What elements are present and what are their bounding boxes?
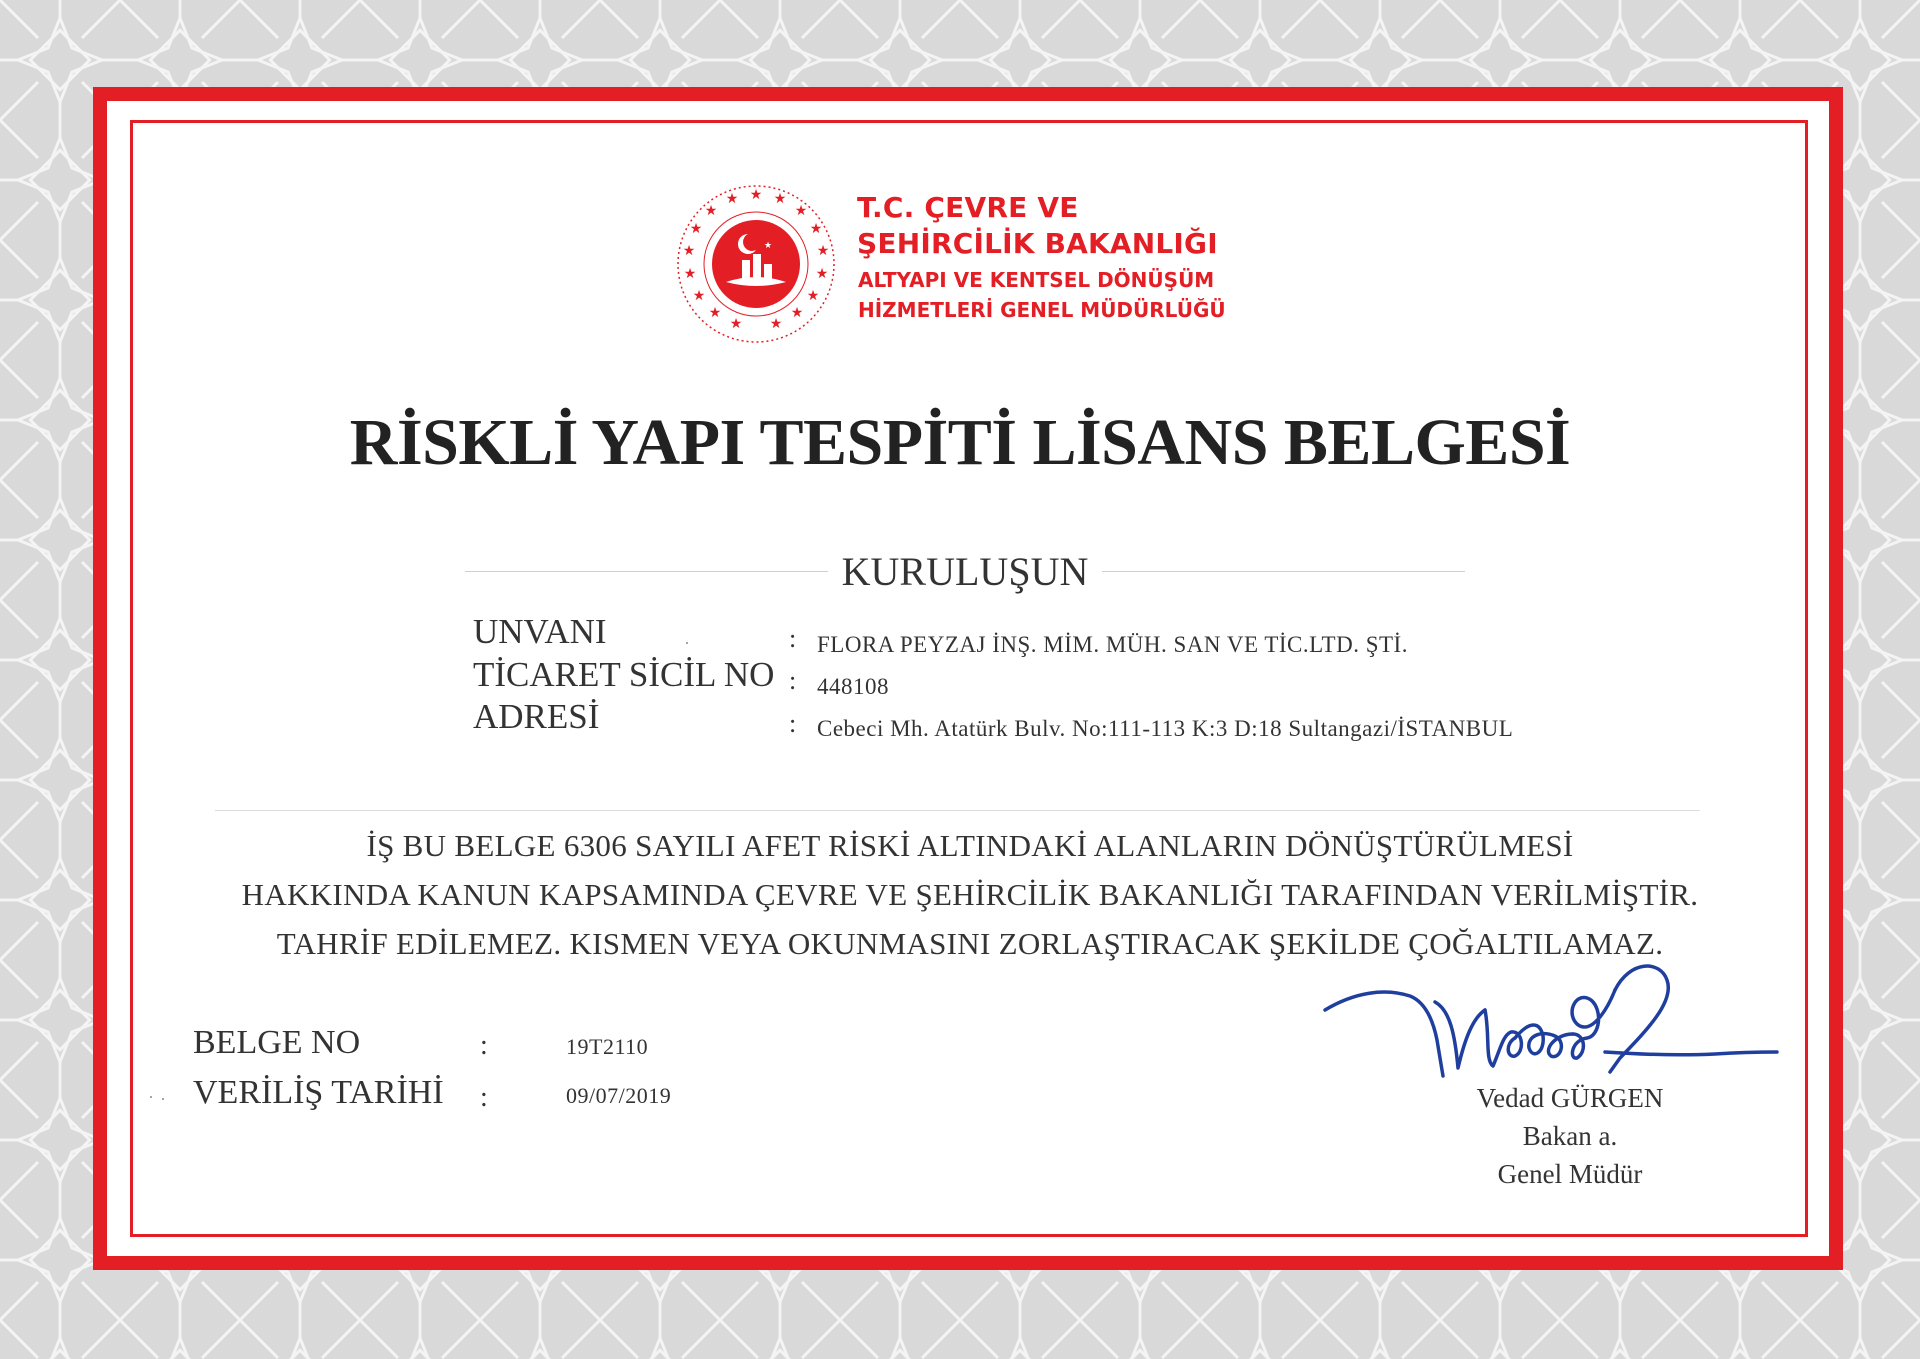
ministry-name-line2: ŞEHİRCİLİK BAKANLIĞI <box>857 227 1218 260</box>
svg-text:★: ★ <box>815 266 829 282</box>
signatory-role-deputy: Bakan a. <box>1522 1121 1618 1151</box>
field-value-address: Cebeci Mh. Atatürk Bulv. No:111-113 K:3 D:18 Sultangazi/İSTANBUL <box>817 716 1514 741</box>
meta-value-issue-date: 09/07/2019 <box>566 1083 672 1108</box>
meta-label-document-no: BELGE NO <box>193 1024 361 1061</box>
svg-text:★: ★ <box>749 187 763 203</box>
field-label-registry: TİCARET SİCİL NO <box>473 655 775 694</box>
section-heading <box>465 548 1465 595</box>
statement-line3: TAHRİF EDİLEMEZ. KISMEN VEYA OKUNMASINI ZORLAŞTIRACAK ŞEKİLDE ÇOĞALTILAMAZ. <box>276 926 1664 961</box>
section-divider <box>215 810 1700 811</box>
svg-text:★: ★ <box>790 305 804 321</box>
meta-separator: : <box>480 1030 488 1061</box>
svg-text:★: ★ <box>773 191 787 207</box>
speck-mark <box>150 1096 152 1098</box>
section-heading-label: KURULUŞUN <box>841 549 1089 594</box>
field-separator: : <box>789 624 797 653</box>
field-value-title: FLORA PEYZAJ İNŞ. MİM. MÜH. SAN VE TİC.LTD. ŞTİ. <box>817 632 1408 657</box>
statement-line2: HAKKINDA KANUN KAPSAMINDA ÇEVRE VE ŞEHİRCİLİK BAKANLIĞI TARAFINDAN VERİLMİŞTİR. <box>241 877 1699 912</box>
field-separator: : <box>789 666 797 695</box>
signatory-role-title: Genel Müdür <box>1497 1159 1643 1189</box>
signatory-name: Vedad GÜRGEN <box>1476 1083 1664 1113</box>
statement-line1: İŞ BU BELGE 6306 SAYILI AFET RİSKİ ALTINDAKİ ALANLARIN DÖNÜŞTÜRÜLMESİ <box>366 828 1574 863</box>
heading-rule-left <box>465 571 828 572</box>
svg-text:★: ★ <box>729 316 743 332</box>
ministry-emblem-icon <box>668 182 844 346</box>
ministry-name-line1: T.C. ÇEVRE VE <box>857 191 1079 224</box>
field-label-title: UNVANI <box>473 612 607 651</box>
svg-text:★: ★ <box>704 203 718 219</box>
svg-text:★: ★ <box>769 316 783 332</box>
speck-mark <box>162 1098 164 1100</box>
speck-mark <box>686 642 688 644</box>
svg-text:★: ★ <box>692 288 706 304</box>
field-separator: : <box>789 709 797 738</box>
field-label-address: ADRESİ <box>473 697 600 736</box>
handwritten-signature <box>1315 940 1785 1100</box>
field-value-registry: 448108 <box>817 674 889 699</box>
meta-label-issue-date: VERİLİŞ TARİHİ <box>193 1074 444 1111</box>
meta-value-document-no: 19T2110 <box>566 1034 649 1059</box>
heading-rule-right <box>1102 571 1465 572</box>
svg-text:★: ★ <box>689 221 703 237</box>
svg-text:★: ★ <box>806 288 820 304</box>
svg-text:★: ★ <box>708 305 722 321</box>
directorate-name-line2: HİZMETLERİ GENEL MÜDÜRLÜĞÜ <box>858 298 1226 322</box>
svg-text:★: ★ <box>794 203 808 219</box>
svg-text:★: ★ <box>816 243 830 259</box>
svg-text:★: ★ <box>683 266 697 282</box>
document-title: RİSKLİ YAPI TESPİTİ LİSANS BELGESİ <box>349 406 1571 479</box>
svg-text:★: ★ <box>725 191 739 207</box>
svg-text:★: ★ <box>809 221 823 237</box>
directorate-name-line1: ALTYAPI VE KENTSEL DÖNÜŞÜM <box>858 268 1215 292</box>
meta-separator: : <box>480 1082 488 1113</box>
svg-text:★: ★ <box>764 241 773 251</box>
svg-text:★: ★ <box>682 243 696 259</box>
